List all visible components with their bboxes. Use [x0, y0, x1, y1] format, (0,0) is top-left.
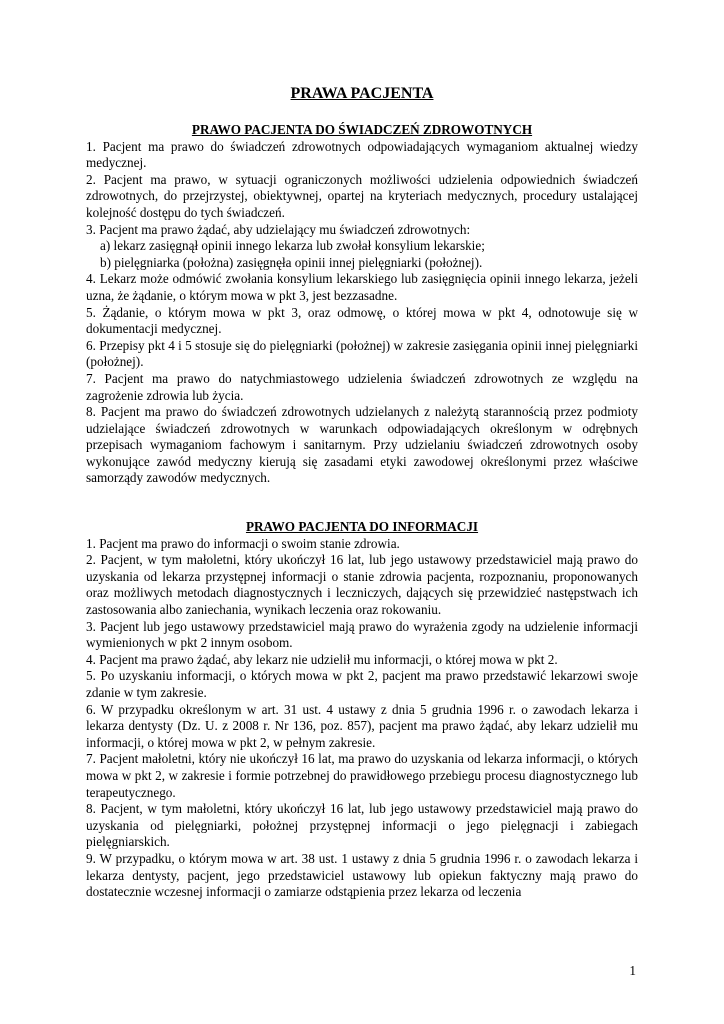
- paragraph-1-5: 5. Żądanie, o którym mowa w pkt 3, oraz odmowę, o której mowa w pkt 4, odnotowuje się w dokumentacji medycznej.: [86, 304, 638, 337]
- paragraph-2-7: 7. Pacjent małoletni, który nie ukończył 16 lat, ma prawo do uzyskania od lekarza informacji, o których mowa w pkt 2, w zakresie i formie potrzebnej do prawidłowego przebiegu procesu diagnostycznego lub terapeutycznego.: [86, 751, 638, 800]
- paragraph-1-3: 3. Pacjent ma prawo żądać, aby udzielający mu świadczeń zdrowotnych:: [86, 221, 471, 237]
- paragraph-2-4: 4. Pacjent ma prawo żądać, aby lekarz nie udzielił mu informacji, o której mowa w pkt 2.: [86, 651, 558, 667]
- paragraph-1-1: 1. Pacjent ma prawo do świadczeń zdrowotnych odpowiadających wymaganiom aktualnej wiedzy medycznej.: [86, 138, 638, 171]
- paragraph-1-4: 4. Lekarz może odmówić zwołania konsylium lekarskiego lub zasięgnięcia opinii innego lekarza, jeżeli uzna, że żądanie, o którym mowa w pkt 3, jest bezzasadne.: [86, 271, 638, 303]
- paragraph-2-8: 8. Pacjent, w tym małoletni, który ukończył 16 lat, lub jego ustawowy przedstawiciel mają prawo do uzyskania od pielęgniarki, położnej przystępnej informacji o jego pielęgnacji i zabiegach pielęgniarskich.: [86, 801, 638, 850]
- paragraph-1-3a: a) lekarz zasięgnął opinii innego lekarza lub zwołał konsylium lekarskie;: [100, 238, 485, 254]
- paragraph-1-2: 2. Pacjent ma prawo, w sytuacji ograniczonych możliwości udzielenia odpowiednich świadczeń zdrowotnych, do przejrzystej, obiektywnej, opartej na kryteriach medycznych, procedury ustalającej kolejność dostępu do tych świadczeń.: [86, 171, 638, 220]
- paragraph-2-1: 1. Pacjent ma prawo do informacji o swoim stanie zdrowia.: [86, 535, 400, 551]
- section-heading-information: PRAWO PACJENTA DO INFORMACJI: [245, 519, 479, 535]
- paragraph-1-8: 8. Pacjent ma prawo do świadczeń zdrowotnych udzielanych z należytą starannością przez podmioty udzielające świadczeń zdrowotnych w warunkach odpowiadających określonym w odrębnych przepisach wymaganiom fachowym i sanitarnym. Przy udzielaniu świadczeń zdrowotnych osoby wykonujące zawód medyczny kierują się zasadami etyki zawodowej określonymi przez właściwe samorządy zawodów medycznych.: [86, 404, 638, 486]
- paragraph-2-6: 6. W przypadku określonym w art. 31 ust. 4 ustawy z dnia 5 grudnia 1996 r. o zawodach lekarza i lekarza dentysty (Dz. U. z 2008 r. Nr 136, poz. 857), pacjent ma prawo żądać, aby lekarz udzielił mu informacji, o której mowa w pkt 2, w pełnym zakresie.: [86, 701, 638, 750]
- paragraph-2-3: 3. Pacjent lub jego ustawowy przedstawiciel mają prawo do wyrażenia zgody na udzielenie informacji wymienionych w pkt 2 innym osobom.: [86, 618, 638, 651]
- section-spacer: [86, 487, 638, 519]
- paragraph-1-6: 6. Przepisy pkt 4 i 5 stosuje się do pielęgniarki (położnej) w zakresie zasięgania opinii innej pielęgniarki (położnej).: [86, 337, 638, 370]
- document-page: [86, 84, 638, 901]
- paragraph-2-5: 5. Po uzyskaniu informacji, o których mowa w pkt 2, pacjent ma prawo przedstawić lekarzowi swoje zdanie w tym zakresie.: [86, 668, 638, 700]
- page-number: 1: [629, 963, 636, 978]
- paragraph-2-9: 9. W przypadku, o którym mowa w art. 38 ust. 1 ustawy z dnia 5 grudnia 1996 r. o zawodach lekarza i lekarza dentysty, pacjent, jego przedstawiciel ustawowy lub opiekun faktyczny mają prawo do dostatecznie wczesnej informacji o zamiarze odstąpienia przez lekarza od leczenia: [86, 850, 638, 900]
- document-title: PRAWA PACJENTA: [290, 85, 434, 102]
- paragraph-2-2: 2. Pacjent, w tym małoletni, który ukończył 16 lat, lub jego ustawowy przedstawiciel mają prawo do uzyskania od lekarza przystępnej informacji o stanie zdrowia pacjenta, rozpoznaniu, proponowanych oraz możliwych metodach diagnostycznych i leczniczych, dających się przewidzieć następstwach ich zastosowania albo zaniechania, wynikach leczenia oraz rokowaniu.: [86, 552, 638, 618]
- section-heading-health-services: PRAWO PACJENTA DO ŚWIADCZEŃ ZDROWOTNYCH: [191, 122, 533, 137]
- paragraph-1-3b: b) pielęgniarka (położna) zasięgnęła opinii innej pielęgniarki (położnej).: [100, 254, 483, 270]
- paragraph-1-7: 7. Pacjent ma prawo do natychmiastowego udzielenia świadczeń zdrowotnych ze względu na zagrożenie zdrowia lub życia.: [86, 370, 638, 403]
